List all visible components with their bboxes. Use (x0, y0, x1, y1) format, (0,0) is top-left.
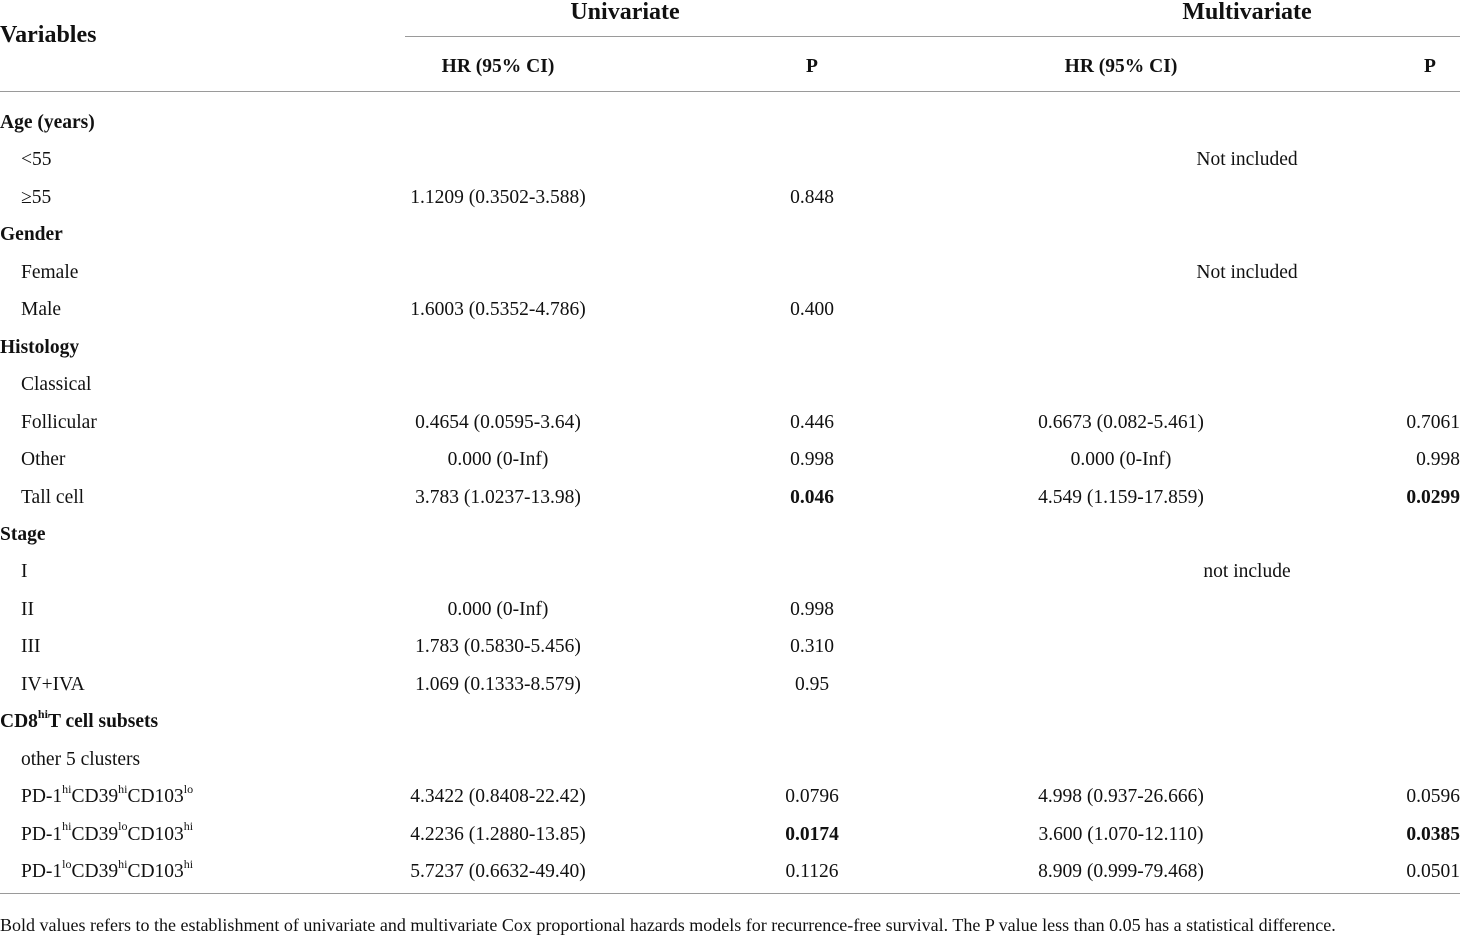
p-multivariate: 0.0596 (1406, 786, 1460, 808)
multivariate-header: Multivariate (1182, 0, 1312, 25)
hr-univariate: 4.3422 (0.8408-22.42) (410, 786, 586, 808)
label-part: PD-1 (21, 861, 63, 882)
table-row (0, 253, 1460, 290)
variable-label: Other (21, 449, 66, 471)
p-multivariate: 0.998 (1416, 449, 1460, 471)
hr-multivariate: 3.600 (1.070-12.110) (1038, 823, 1204, 845)
hr-univariate: 0.4654 (0.0595-3.64) (415, 411, 581, 433)
multivariate-note: Not included (1196, 149, 1298, 171)
label-superscript: hi (62, 781, 72, 796)
p-univariate-header: P (806, 56, 818, 77)
hr-univariate: 0.000 (0-Inf) (447, 449, 549, 471)
p-multivariate: 0.0501 (1406, 861, 1460, 882)
label-superscript: hi (183, 819, 194, 834)
hr-univariate: 1.1209 (0.3502-3.588) (410, 186, 586, 208)
table-row (0, 815, 1460, 852)
table-row (0, 852, 1460, 889)
p-multivariate-header: P (1424, 56, 1436, 77)
hr-univariate: 1.6003 (0.5352-4.786) (410, 299, 586, 321)
label-superscript: lo (118, 819, 128, 834)
table-row (0, 140, 1460, 177)
p-univariate: 0.1126 (785, 861, 839, 882)
header-bottom-rule (0, 91, 1460, 92)
table-row (0, 702, 1460, 739)
label-part: CD103 (127, 823, 184, 845)
variable-label: II (21, 598, 34, 620)
variable-label (21, 819, 194, 846)
label-part: CD39 (71, 823, 119, 845)
label-superscript: hi (118, 781, 128, 796)
table-row (0, 478, 1460, 515)
label-superscript: lo (183, 781, 194, 796)
label-part: CD103 (127, 786, 184, 808)
hr-univariate: 1.783 (0.5830-5.456) (415, 636, 581, 658)
label-part: T cell subsets (47, 711, 159, 733)
variable-label (21, 781, 194, 808)
hr-univariate: 0.000 (0-Inf) (447, 598, 549, 620)
label-part: CD39 (71, 786, 119, 808)
variable-label: I (21, 561, 28, 583)
label-superscript: lo (62, 856, 72, 871)
hr-multivariate: 0.6673 (0.082-5.461) (1038, 411, 1204, 433)
p-univariate: 0.998 (790, 449, 834, 471)
table-row (0, 365, 1460, 402)
table-footnote: Bold values refers to the establishment of univariate and multivariate Cox proportional hazards models for recurrence-free survival. The P value less than 0.05 has a statistical difference. (0, 915, 1336, 935)
p-univariate: 0.95 (794, 673, 830, 695)
hr-multivariate: 8.909 (0.999-79.468) (1038, 861, 1204, 882)
table-row (0, 103, 1460, 140)
group-label: Stage (0, 523, 46, 545)
label-part: PD-1 (21, 786, 63, 808)
label-superscript: hi (37, 706, 48, 721)
hr-univariate: 1.069 (0.1333-8.579) (415, 673, 581, 695)
p-univariate: 0.848 (790, 186, 834, 208)
variable-label: <55 (21, 149, 52, 171)
p-univariate: 0.0174 (785, 823, 839, 845)
p-univariate: 0.046 (790, 486, 834, 508)
p-univariate: 0.400 (790, 299, 834, 321)
table-row (0, 328, 1460, 365)
table-row (0, 403, 1460, 440)
p-univariate: 0.446 (790, 411, 834, 433)
variable-label: ≥55 (21, 186, 52, 208)
table-row (0, 290, 1460, 327)
variable-label: IV+IVA (21, 673, 85, 695)
p-multivariate: 0.0299 (1406, 486, 1460, 508)
table-bottom-rule (0, 893, 1460, 894)
variable-label (21, 856, 194, 883)
table-row (0, 627, 1460, 664)
label-superscript: hi (62, 819, 72, 834)
hr-univariate-header: HR (95% CI) (441, 56, 555, 77)
hr-univariate: 4.2236 (1.2880-13.85) (410, 823, 586, 845)
group-label: Gender (0, 224, 63, 246)
table-row (0, 590, 1460, 627)
variable-label: Female (21, 261, 79, 283)
label-superscript: hi (118, 856, 128, 871)
table-row (0, 440, 1460, 477)
label-part: PD-1 (21, 823, 63, 845)
table-row (0, 178, 1460, 215)
table-row (0, 552, 1460, 589)
multivariate-note: not include (1203, 561, 1291, 583)
hr-multivariate: 0.000 (0-Inf) (1070, 449, 1172, 471)
group-label (0, 706, 159, 733)
variable-label: Follicular (21, 411, 97, 433)
variable-label: Tall cell (21, 486, 85, 508)
variable-label: Male (21, 299, 62, 321)
label-part: CD8 (0, 711, 38, 733)
p-multivariate: 0.7061 (1406, 411, 1460, 433)
table-row (0, 515, 1460, 552)
header-divider (405, 36, 1460, 37)
variable-label: III (21, 636, 41, 658)
table-row (0, 777, 1460, 814)
group-label: Histology (0, 336, 80, 358)
label-part: CD39 (71, 861, 119, 882)
p-univariate: 0.0796 (785, 786, 839, 808)
hr-univariate: 5.7237 (0.6632-49.40) (410, 861, 586, 882)
hr-univariate: 3.783 (1.0237-13.98) (415, 486, 581, 508)
hr-multivariate-header: HR (95% CI) (1064, 56, 1178, 77)
table-header (0, 0, 1460, 92)
table-row (0, 740, 1460, 777)
group-label: Age (years) (0, 112, 95, 133)
p-univariate: 0.310 (790, 636, 834, 658)
multivariate-note: Not included (1196, 261, 1298, 283)
univariate-header: Univariate (570, 0, 680, 25)
hr-multivariate: 4.549 (1.159-17.859) (1038, 486, 1204, 508)
p-multivariate: 0.0385 (1406, 823, 1460, 845)
variable-label: other 5 clusters (21, 748, 141, 770)
table-row (0, 215, 1460, 252)
variables-header: Variables (0, 22, 97, 48)
label-part: CD103 (127, 861, 184, 882)
label-superscript: hi (183, 856, 194, 871)
p-univariate: 0.998 (790, 598, 834, 620)
variable-label: Classical (21, 374, 92, 396)
table-row (0, 665, 1460, 702)
hr-multivariate: 4.998 (0.937-26.666) (1038, 786, 1204, 808)
